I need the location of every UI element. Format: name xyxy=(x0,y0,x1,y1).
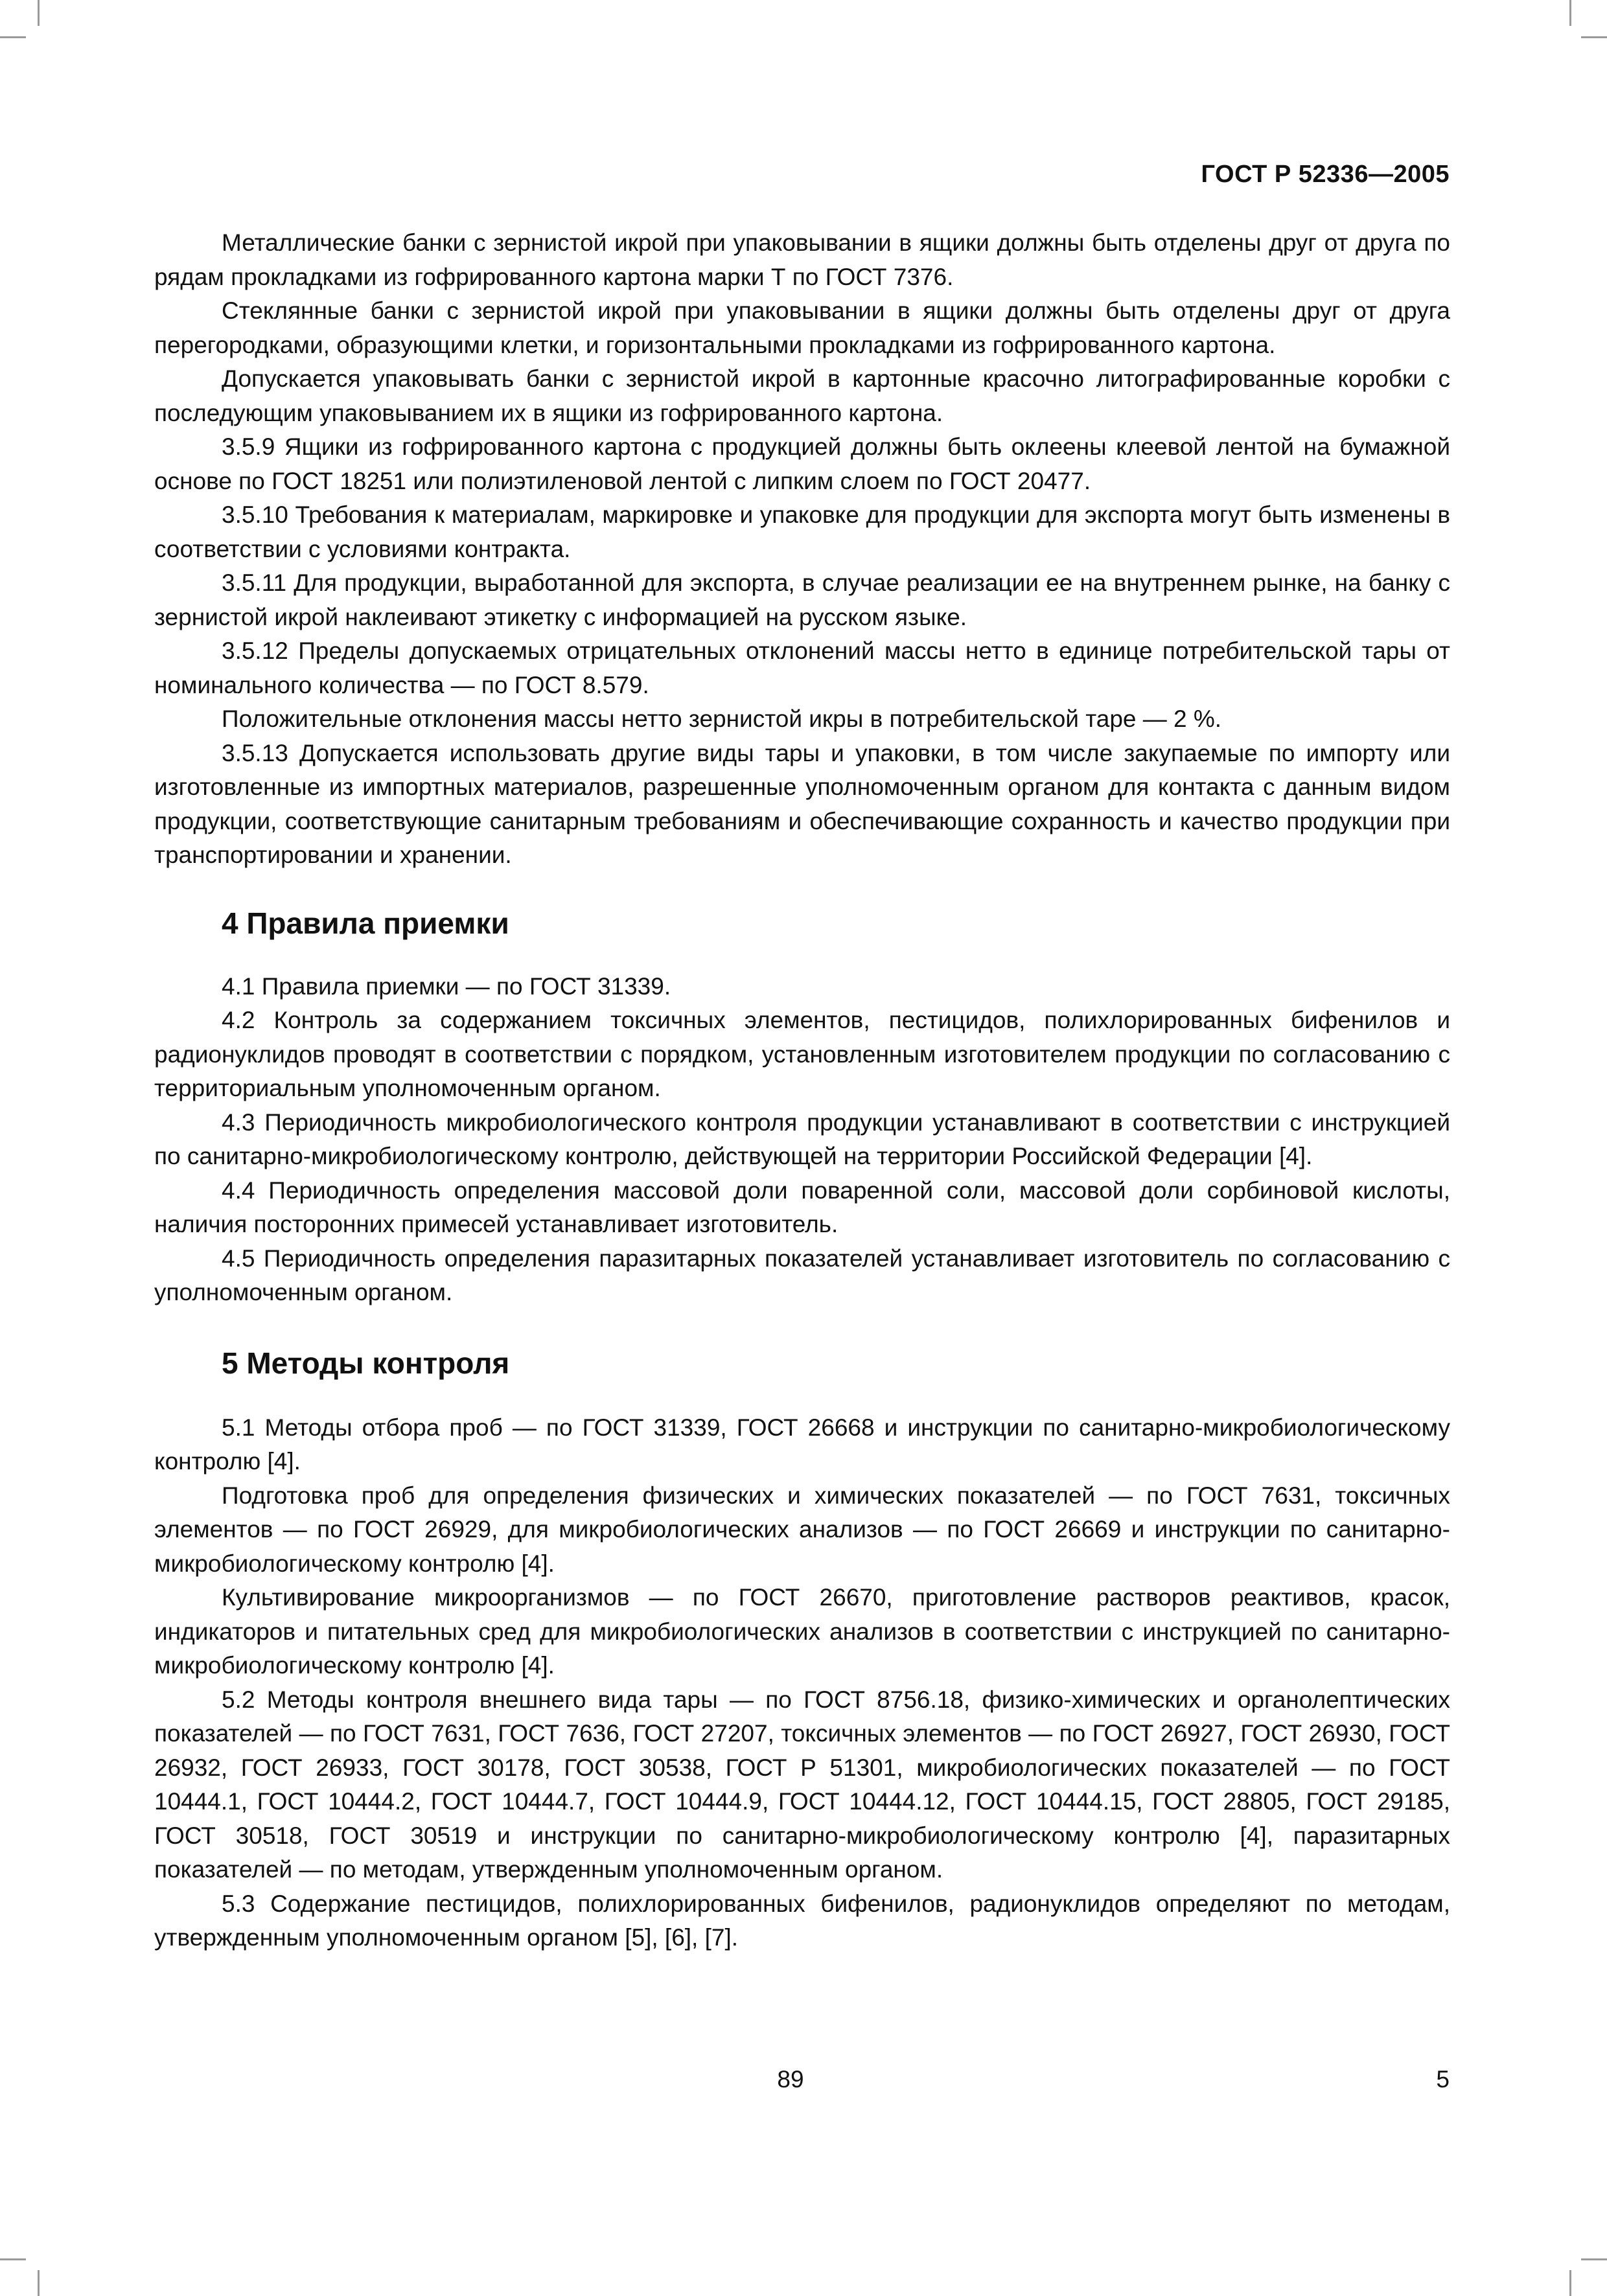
paragraph-5-2: 5.2 Методы контроля внешнего вида тары — по ГОСТ 8756.18, физико-химических и органолептических показателей — по ГОСТ 7631, ГОСТ 7636, ГОСТ 27207, токсичных элементов — по ГОСТ 26927, ГОСТ 26930, ГОСТ 26932, ГОСТ 26933, ГОСТ 30178, ГОСТ 30538, ГОСТ Р 51301, микробиологических показателей — по ГОСТ 10444.1, ГОСТ 10444.2, ГОСТ 10444.7, ГОСТ 10444.9, ГОСТ 10444.12, ГОСТ 10444.15, ГОСТ 28805, ГОСТ 29185, ГОСТ 30518, ГОСТ 30519 и инструкции по санитарно-микробиологическому контролю [4], паразитарных показателей — по методам, утвержденным уполномоченным органом. xyxy=(154,1686,1450,1883)
document-body xyxy=(154,226,1450,1955)
paragraph-3-5-11: 3.5.11 Для продукции, выработанной для экспорта, в случае реализации ее на внутреннем рынке, на банку с зернистой икрой наклеивают этикетку с информацией на русском языке. xyxy=(154,569,1450,630)
paragraph: Положительные отклонения массы нетто зернистой икры в потребительской таре — 2 %. xyxy=(222,706,1222,732)
paragraph: Допускается упаковывать банки с зернистой икрой в картонные красочно литографированные коробки с последующим упаковыванием их в ящики из гофрированного картона. xyxy=(154,365,1450,426)
crop-mark xyxy=(38,0,40,26)
crop-mark xyxy=(0,2258,26,2260)
paragraph-3-5-12: 3.5.12 Пределы допускаемых отрицательных отклонений массы нетто в единице потребительской тары от номинального количества — по ГОСТ 8.579. xyxy=(154,637,1450,698)
paragraph-3-5-10: 3.5.10 Требования к материалам, маркировке и упаковке для продукции для экспорта могут быть изменены в соответствии с условиями контракта. xyxy=(154,501,1450,562)
sheet-number: 89 xyxy=(777,2066,804,2093)
paragraph-5-1: 5.1 Методы отбора проб — по ГОСТ 31339, ГОСТ 26668 и инструкции по санитарно-микробиологическому контролю [4]. xyxy=(154,1414,1450,1475)
crop-mark xyxy=(0,36,26,38)
page-header-standard-id: ГОСТ Р 52336—2005 xyxy=(1201,161,1450,188)
crop-mark xyxy=(38,2270,40,2296)
paragraph-4-2: 4.2 Контроль за содержанием токсичных элементов, пестицидов, полихлорированных бифенилов и радионуклидов проводят в соответствии с порядком, установленным изготовителем продукции по согласованию с территориальным уполномоченным органом. xyxy=(154,1007,1450,1101)
paragraph-3-5-9: 3.5.9 Ящики из гофрированного картона с продукцией должны быть оклеены клеевой лентой на бумажной основе по ГОСТ 18251 или полиэтиленовой лентой с липким слоем по ГОСТ 20477. xyxy=(154,433,1450,494)
crop-mark xyxy=(1569,2270,1571,2296)
crop-mark xyxy=(1581,36,1607,38)
paragraph-4-3: 4.3 Периодичность микробиологического контроля продукции устанавливают в соответствии с инструкцией по санитарно-микробиологическому контролю, действующей на территории Российской Федерации [4]. xyxy=(154,1108,1450,1169)
paragraph: Подготовка проб для определения физических и химических показателей — по ГОСТ 7631, токсичных элементов — по ГОСТ 26929, для микробиологических анализов — по ГОСТ 26669 и инструкции по санитарно-микробиологическому контролю [4]. xyxy=(154,1482,1450,1577)
paragraph-4-5: 4.5 Периодичность определения паразитарных показателей устанавливает изготовитель по согласованию с уполномоченным органом. xyxy=(154,1245,1450,1305)
paragraph-5-3: 5.3 Содержание пестицидов, полихлорированных бифенилов, радионуклидов определяют по методам, утвержденным уполномоченным органом [5], [6], [7]. xyxy=(154,1890,1450,1951)
paragraph-4-1: 4.1 Правила приемки — по ГОСТ 31339. xyxy=(222,972,671,1000)
paragraph: Культивирование микроорганизмов — по ГОСТ 26670, приготовление растворов реактивов, красок, индикаторов и питательных сред для микробиологических анализов в соответствии с инструкцией по санитарно-микробиологическому контролю [4]. xyxy=(154,1584,1450,1679)
page-number: 5 xyxy=(1436,2066,1450,2093)
paragraph: Металлические банки с зернистой икрой при упаковывании в ящики должны быть отделены друг от друга по рядам прокладками из гофрированного картона марки Т по ГОСТ 7376. xyxy=(154,229,1450,290)
section-heading-5: 5 Методы контроля xyxy=(222,1346,510,1380)
section-heading-4: 4 Правила приемки xyxy=(222,906,509,940)
crop-mark xyxy=(1581,2258,1607,2260)
paragraph: Стеклянные банки с зернистой икрой при упаковывании в ящики должны быть отделены друг от друга перегородками, образующими клетки, и горизонтальными прокладками из гофрированного картона. xyxy=(154,297,1450,358)
paragraph-4-4: 4.4 Периодичность определения массовой доли поваренной соли, массовой доли сорбиновой кислоты, наличия посторонних примесей устанавливает изготовитель. xyxy=(154,1177,1450,1237)
paragraph-3-5-13: 3.5.13 Допускается использовать другие виды тары и упаковки, в том числе закупаемые по импорту или изготовленные из импортных материалов, разрешенные уполномоченным органом для контакта с данным видом продукции, соответствующие санитарным требованиям и обеспечивающие сохранность и качество продукции при транспортировании и хранении. xyxy=(154,739,1450,868)
crop-mark xyxy=(1569,0,1571,26)
